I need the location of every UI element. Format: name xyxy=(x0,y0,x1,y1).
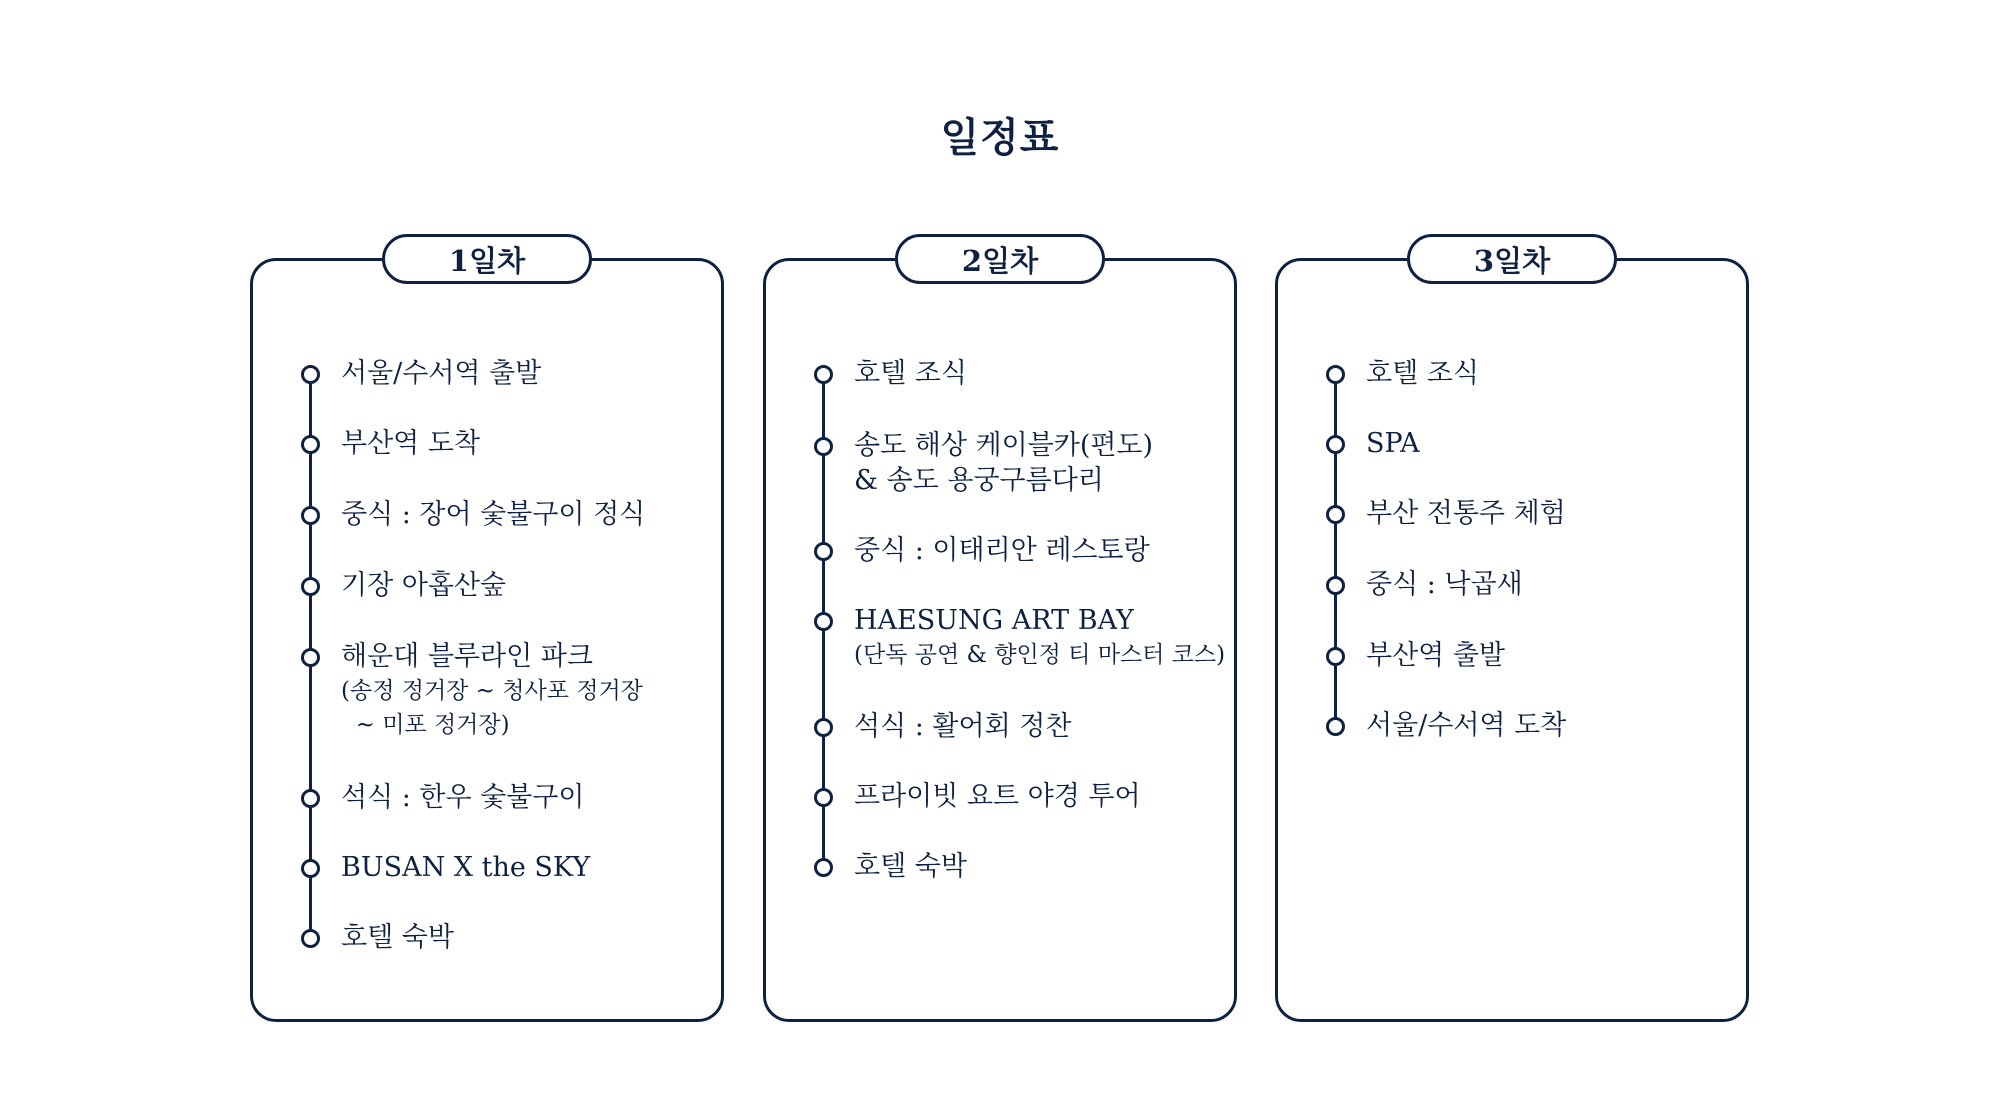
schedule-item-label: & 송도 용궁구름다리 xyxy=(854,465,1104,496)
timeline-marker xyxy=(301,435,320,454)
schedule-item-label: 호텔 숙박 xyxy=(341,922,454,953)
day-card-1 xyxy=(250,243,724,1022)
timeline-marker xyxy=(301,365,320,384)
schedule-item-label: 중식 : 장어 숯불구이 정식 xyxy=(341,499,646,530)
timeline-marker xyxy=(814,612,833,631)
schedule-item-detail: (송정 정거장 ~ 청사포 정거장 xyxy=(341,678,643,704)
schedule-item-label: BUSAN X the SKY xyxy=(341,852,591,883)
day-card-2 xyxy=(763,243,1237,1022)
schedule-item-label: 부산 전통주 체험 xyxy=(1366,498,1566,529)
timeline-marker xyxy=(1326,576,1345,595)
schedule-item-label: 해운대 블루라인 파크 xyxy=(341,641,593,672)
schedule-item-label: 석식 : 한우 숯불구이 xyxy=(341,782,585,813)
timeline-marker xyxy=(301,789,320,808)
schedule-item-label: 부산역 도착 xyxy=(341,428,480,459)
timeline-marker xyxy=(301,859,320,878)
schedule-item-label: 서울/수서역 출발 xyxy=(341,358,542,389)
timeline-marker xyxy=(301,648,320,667)
timeline-marker xyxy=(814,788,833,807)
page-title: 일정표 xyxy=(940,114,1060,161)
day-tab-1: 1일차 xyxy=(382,234,592,284)
timeline-marker xyxy=(814,437,833,456)
schedule-item-label: HAESUNG ART BAY xyxy=(854,605,1134,636)
schedule-item-label: 호텔 조식 xyxy=(1366,358,1479,389)
timeline-day-2 xyxy=(766,261,1234,1019)
timeline-connector xyxy=(1334,374,1337,727)
schedule-item-label: 중식 : 이태리안 레스토랑 xyxy=(854,535,1150,566)
day-tab-3: 3일차 xyxy=(1407,234,1617,284)
schedule-item-detail: (단독 공연 & 향인정 티 마스터 코스) xyxy=(854,642,1226,668)
day-card-3 xyxy=(1275,243,1749,1022)
timeline-marker xyxy=(301,929,320,948)
timeline-marker xyxy=(1326,365,1345,384)
timeline-day-1 xyxy=(253,261,721,1019)
schedule-item-label: 호텔 숙박 xyxy=(854,851,967,882)
day-tab-2: 2일차 xyxy=(895,234,1105,284)
timeline-marker xyxy=(1326,647,1345,666)
schedule-item-label: 기장 아홉산숲 xyxy=(341,570,507,601)
schedule-item-label: 송도 해상 케이블카(편도) xyxy=(854,430,1154,461)
timeline-marker xyxy=(301,577,320,596)
timeline-marker xyxy=(814,718,833,737)
timeline-marker xyxy=(814,858,833,877)
schedule-item-label: SPA xyxy=(1366,428,1420,459)
timeline-day-3 xyxy=(1278,261,1746,1019)
schedule-item-label: 석식 : 활어회 정찬 xyxy=(854,711,1072,742)
schedule-item-label: 호텔 조식 xyxy=(854,358,967,389)
timeline-marker xyxy=(1326,717,1345,736)
schedule-item-detail: ~ 미포 정거장) xyxy=(341,712,510,738)
timeline-marker xyxy=(1326,435,1345,454)
timeline-marker xyxy=(814,542,833,561)
schedule-item-label: 프라이빗 요트 야경 투어 xyxy=(854,781,1141,812)
timeline-marker xyxy=(814,365,833,384)
timeline-marker xyxy=(301,506,320,525)
schedule-item-label: 중식 : 낙곱새 xyxy=(1366,569,1523,600)
schedule-item-label: 서울/수서역 도착 xyxy=(1366,710,1567,741)
timeline-marker xyxy=(1326,505,1345,524)
schedule-item-label: 부산역 출발 xyxy=(1366,640,1505,671)
